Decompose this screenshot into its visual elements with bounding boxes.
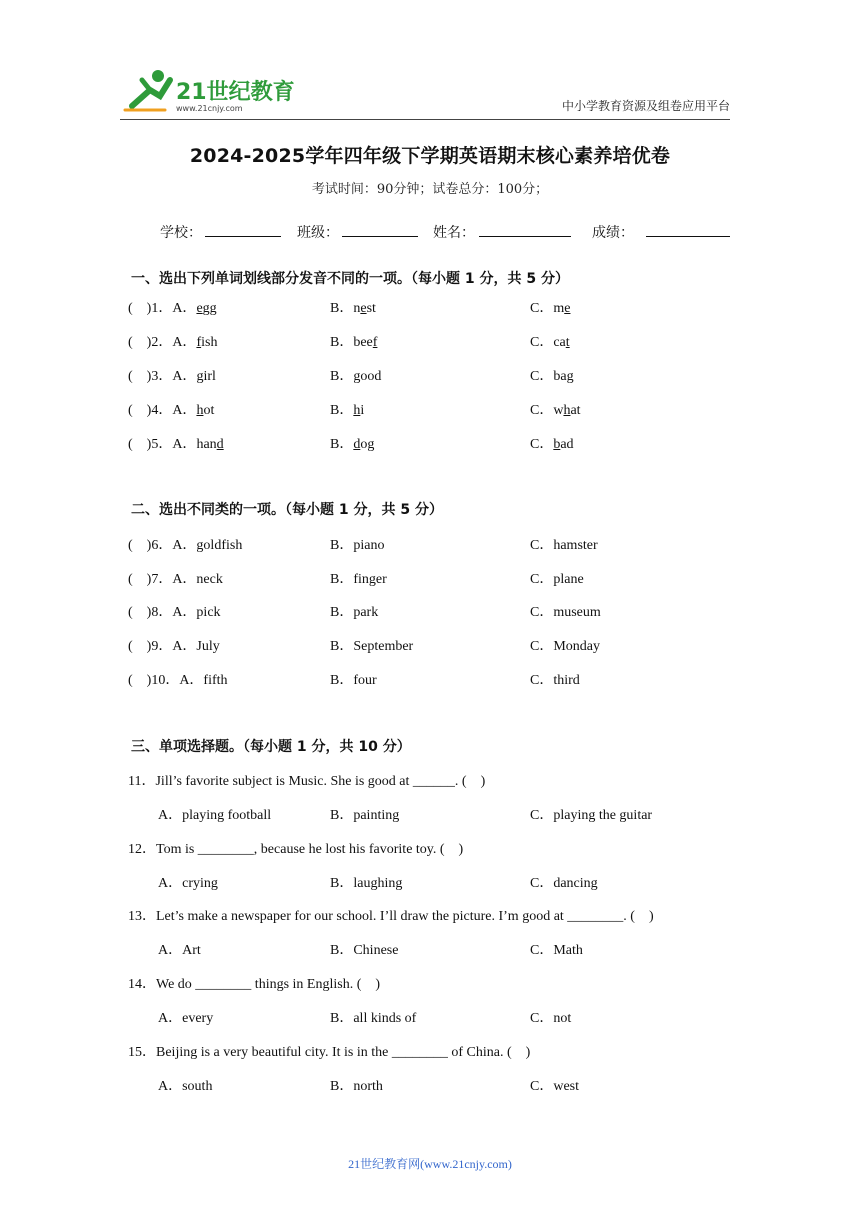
question-row: ( )1．A．egg B．nest C．me bbox=[128, 301, 571, 316]
option-a: ( )6．A．goldfish bbox=[128, 538, 243, 553]
option-c: C．third bbox=[530, 673, 580, 688]
option-b: B．north bbox=[330, 1079, 383, 1094]
question-options bbox=[128, 804, 748, 824]
page-title: 2024-2025学年四年级下学期英语期末核心素养培优卷 bbox=[189, 145, 671, 167]
option-c: C．playing the guitar bbox=[530, 808, 653, 823]
runner-logo-icon bbox=[120, 66, 300, 116]
score-field[interactable] bbox=[646, 236, 730, 237]
name-label: 姓名： bbox=[433, 225, 475, 241]
name-field[interactable] bbox=[479, 236, 571, 237]
header-divider bbox=[120, 119, 730, 120]
option-a: A．playing football bbox=[158, 808, 272, 823]
class-field[interactable] bbox=[342, 236, 418, 237]
option-b: B．painting bbox=[330, 808, 400, 823]
class-label: 班级： bbox=[297, 225, 339, 241]
question-stem: 14．We do ________ things in English. ( ) bbox=[128, 977, 381, 992]
question-row bbox=[128, 669, 748, 689]
option-b: B．all kinds of bbox=[330, 1011, 417, 1026]
logo-url-text: www.21cnjy.com bbox=[176, 104, 243, 113]
section-1-heading: 一、选出下列单词划线部分发音不同的一项。（每小题 1 分，共 5 分） bbox=[131, 271, 569, 287]
option-c: C．west bbox=[530, 1079, 579, 1094]
option-b: B．four bbox=[330, 673, 377, 688]
option-b: B．Chinese bbox=[330, 943, 399, 958]
option-c: C．not bbox=[530, 1011, 572, 1026]
option-a: A．south bbox=[158, 1079, 213, 1094]
logo-text: 21世纪教育 bbox=[176, 80, 295, 105]
footer-link[interactable]: 21世纪教育网(www.21cnjy.com) bbox=[348, 1157, 512, 1171]
option-a: A．every bbox=[158, 1011, 214, 1026]
option-c: C．dancing bbox=[530, 876, 598, 891]
question-options bbox=[128, 1075, 748, 1095]
option-b: B．finger bbox=[330, 572, 387, 587]
option-c: C．Monday bbox=[530, 639, 600, 654]
question-stem: 15．Beijing is a very beautiful city. It is in the ________ of China. ( ) bbox=[128, 1045, 531, 1060]
option-b: B．September bbox=[330, 639, 414, 654]
question-stem: 12．Tom is ________, because he lost his favorite toy. ( ) bbox=[128, 842, 464, 857]
question-options bbox=[128, 1007, 748, 1027]
option-b: B．piano bbox=[330, 538, 385, 553]
option-c: C．Math bbox=[530, 943, 583, 958]
site-logo bbox=[120, 66, 300, 116]
question-row bbox=[128, 568, 748, 588]
option-a: ( )7．A．neck bbox=[128, 572, 223, 587]
option-c: C．museum bbox=[530, 605, 601, 620]
option-a: A．crying bbox=[158, 876, 218, 891]
question-row: ( )2．A．fish B．beef C．cat bbox=[128, 335, 570, 350]
school-label: 学校： bbox=[160, 225, 202, 241]
question-stem: 11．Jill’s favorite subject is Music. She is good at ______. ( ) bbox=[128, 774, 486, 789]
option-b: B．laughing bbox=[330, 876, 403, 891]
exam-info: 考试时间：90分钟；试卷总分：100分； bbox=[311, 182, 549, 197]
score-label: 成绩： bbox=[592, 225, 634, 241]
question-row: ( )3．A．girl B．good C．bag bbox=[128, 369, 574, 384]
question-row bbox=[128, 534, 748, 554]
question-row bbox=[128, 635, 748, 655]
school-field[interactable] bbox=[205, 236, 281, 237]
option-a: ( )8．A．pick bbox=[128, 605, 221, 620]
question-row bbox=[128, 601, 748, 621]
option-a: ( )10．A．fifth bbox=[128, 673, 228, 688]
section-3-heading: 三、单项选择题。（每小题 1 分，共 10 分） bbox=[131, 739, 411, 755]
option-b: B．park bbox=[330, 605, 379, 620]
question-options bbox=[128, 872, 748, 892]
question-options bbox=[128, 939, 748, 959]
section-2-heading: 二、选出不同类的一项。（每小题 1 分，共 5 分） bbox=[131, 502, 443, 518]
question-row: ( )5．A．hand B．dog C．bad bbox=[128, 437, 574, 452]
platform-name: 中小学教育资源及组卷应用平台 bbox=[561, 99, 730, 113]
question-stem: 13．Let’s make a newspaper for our school. I’ll draw the picture. I’m good at ________. ( ) bbox=[128, 909, 654, 924]
option-a: ( )9．A．July bbox=[128, 639, 220, 654]
option-c: C．plane bbox=[530, 572, 584, 587]
option-c: C．hamster bbox=[530, 538, 598, 553]
question-row: ( )4．A．hot B．hi C．what bbox=[128, 403, 581, 418]
option-a: A．Art bbox=[158, 943, 201, 958]
